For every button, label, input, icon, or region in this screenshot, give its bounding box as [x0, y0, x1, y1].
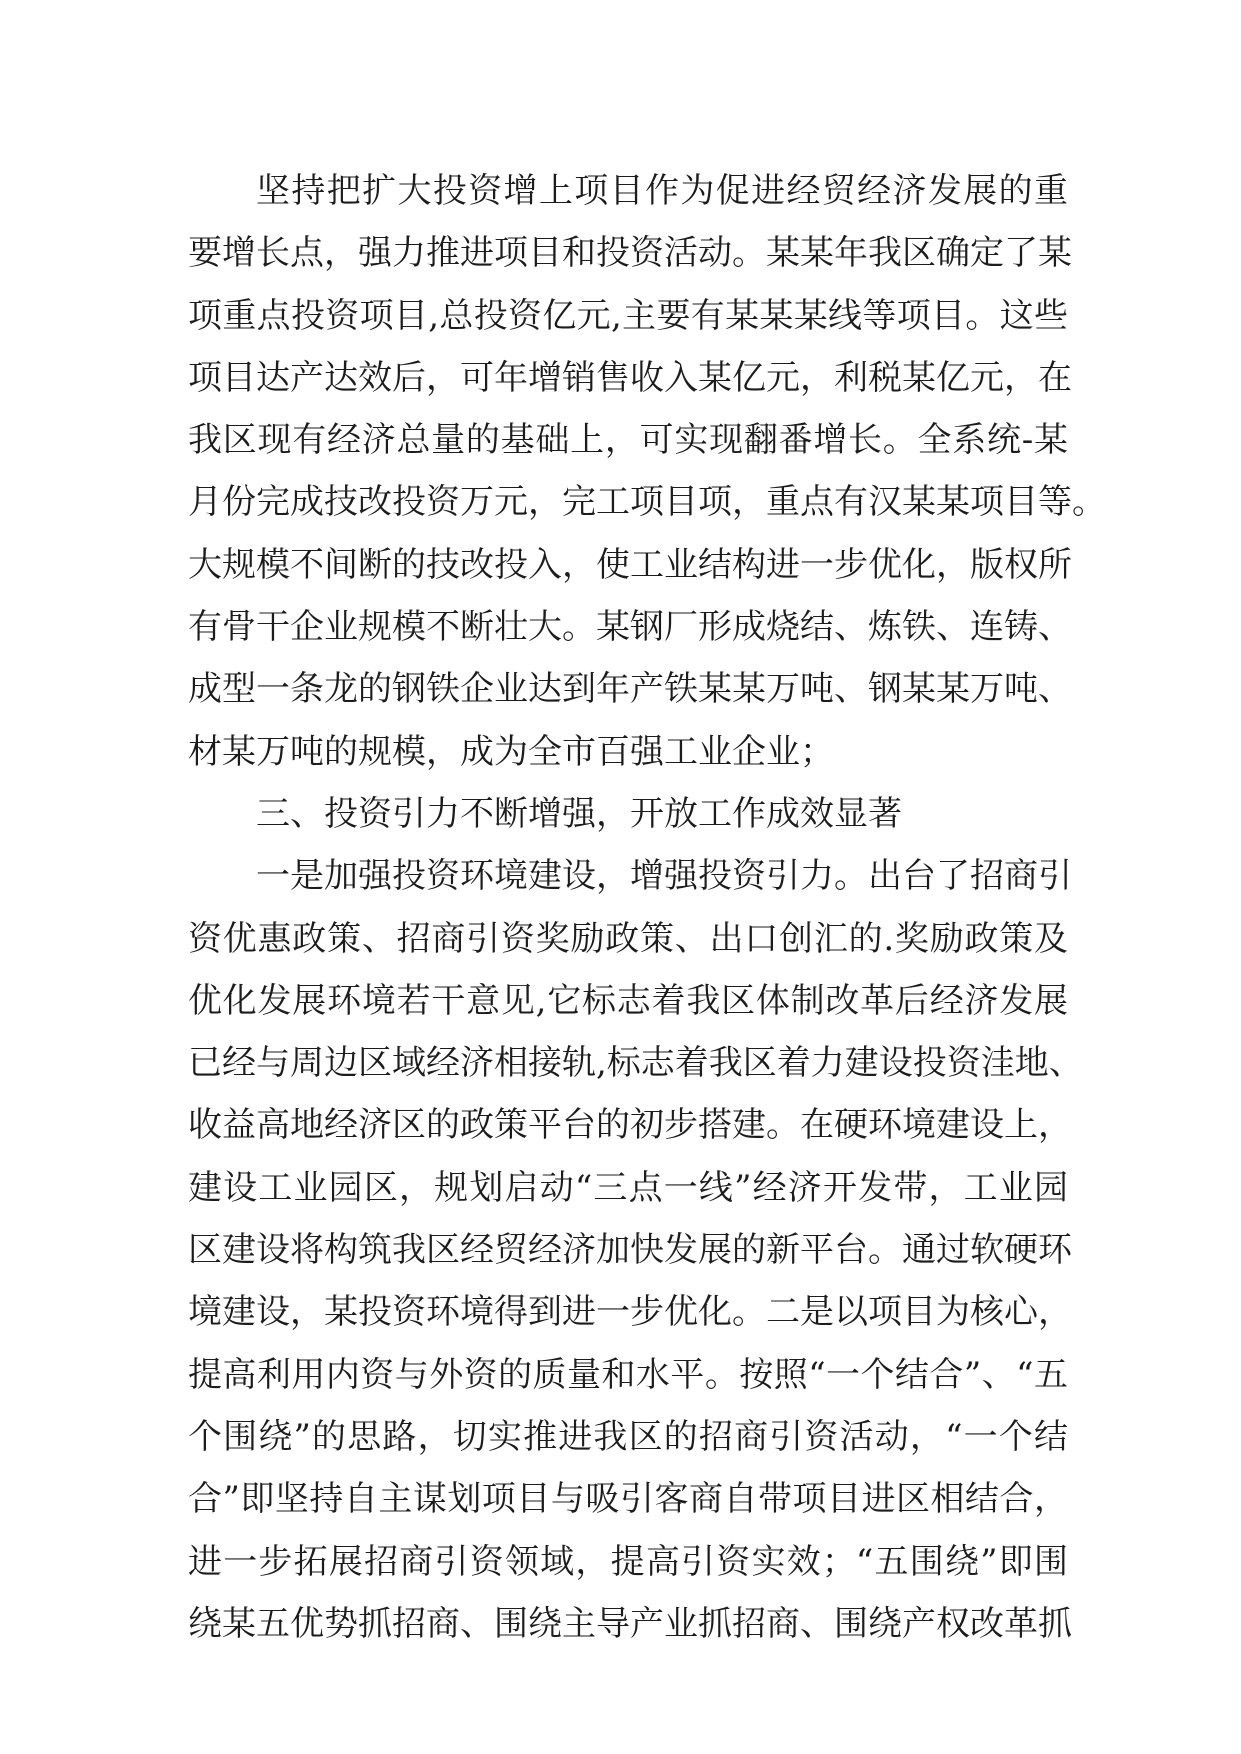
paragraph-line: 优化发展环境若干意见,它标志着我区体制改革后经济发展	[188, 980, 1068, 1021]
paragraph-line: 区建设将构筑我区经贸经济加快发展的新平台。通过软硬环	[188, 1230, 1072, 1271]
paragraph-line: 项重点投资项目,总投资亿元,主要有某某某线等项目。这些	[188, 295, 1068, 336]
paragraph-line: 个围绕”的思路，切实推进我区的招商引资活动，“一个结	[188, 1416, 1068, 1457]
paragraph-line: 已经与周边区域经济相接轨,标志着我区着力建设投资洼地、	[188, 1043, 1083, 1084]
paragraph-line: 进一步拓展招商引资领域，提高引资实效；“五围绕”即围	[188, 1541, 1068, 1582]
paragraph-line: 我区现有经济总量的基础上，可实现翻番增长。全系统-某	[188, 420, 1068, 461]
paragraph-line: 材某万吨的规模，成为全市百强工业企业；	[188, 731, 834, 772]
paragraph-line: 成型一条龙的钢铁企业达到年产铁某某万吨、钢某某万吨、	[188, 669, 1072, 710]
paragraph-line: 绕某五优势抓招商、围绕主导产业抓招商、围绕产权改革抓	[188, 1603, 1072, 1644]
paragraph-line: 提高利用内资与外资的质量和水平。按照“一个结合”、“五	[188, 1354, 1068, 1395]
paragraph-line: 合”即坚持自主谋划项目与吸引客商自带项目进区相结合，	[188, 1479, 1068, 1520]
paragraph-line: 资优惠政策、招商引资奖励政策、出口创汇的.奖励政策及	[188, 918, 1068, 959]
body-text	[188, 160, 1106, 1655]
paragraph-line: 建设工业园区，规划启动“三点一线”经济开发带，工业园	[188, 1167, 1068, 1208]
paragraph-line: 有骨干企业规模不断壮大。某钢厂形成烧结、炼铁、连铸、	[188, 607, 1072, 648]
paragraph-line: 大规模不间断的技改投入，使工业结构进一步优化，版权所	[188, 544, 1072, 585]
section-heading: 三、投资引力不断增强，开放工作成效显著	[256, 793, 902, 834]
paragraph-line: 坚持把扩大投资增上项目作为促进经贸经济发展的重	[256, 171, 1068, 211]
paragraph-line: 收益高地经济区的政策平台的初步搭建。在硬环境建设上，	[188, 1105, 1072, 1146]
paragraph-line: 一是加强投资环境建设，增强投资引力。出台了招商引	[256, 856, 1072, 897]
paragraph-line: 月份完成技改投资万元，完工项目项，重点有汉某某项目等。	[188, 482, 1106, 523]
paragraph-line: 境建设，某投资环境得到进一步优化。二是以项目为核心，	[188, 1292, 1072, 1333]
paragraph-line: 要增长点，强力推进项目和投资活动。某某年我区确定了某	[188, 233, 1072, 274]
paragraph-line: 项目达产达效后，可年增销售收入某亿元，利税某亿元，在	[188, 357, 1072, 398]
